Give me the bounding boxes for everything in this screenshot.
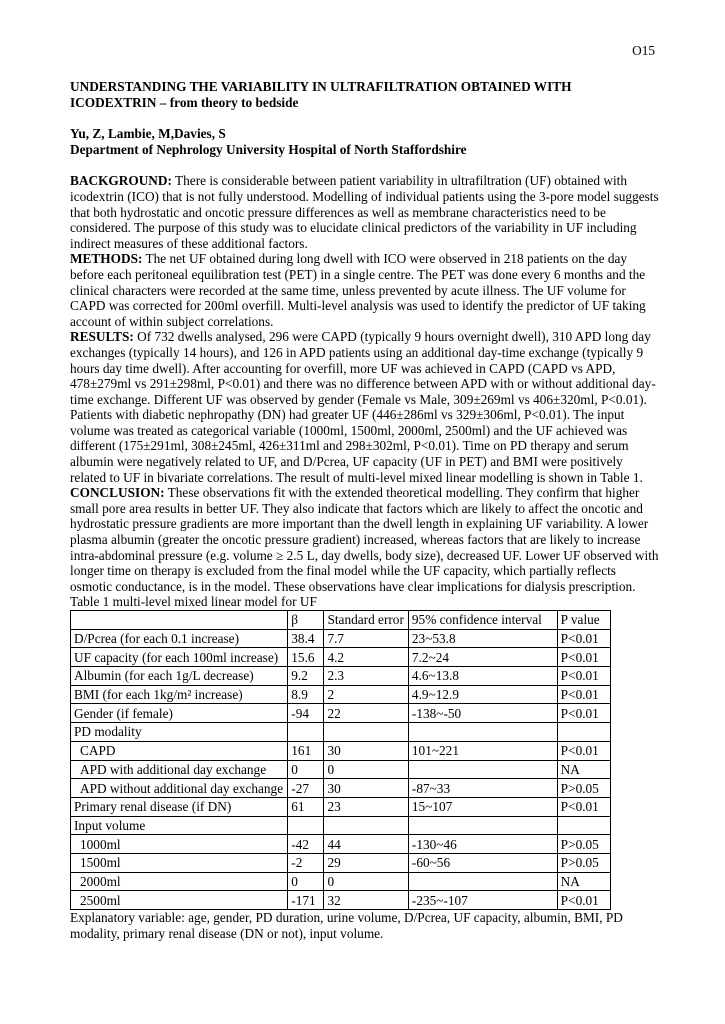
table-row	[71, 648, 611, 667]
beta-cell: -171	[288, 891, 324, 910]
title-line-1: UNDERSTANDING THE VARIABILITY IN ULTRAFILTRATION OBTAINED WITH	[70, 79, 572, 94]
conclusion-text: These observations fit with the extended theoretical modelling. They confirm that higher small pore area results in better UF. They also indicate that factors which are likely to affect the oncotic and hydrostatic pressure gradients are more important than the dwell length in explaining UF variability. A lower plasma albumin (greater the oncotic pressure gradient) increased, whereas factors that are likely to increase intra-abdominal pressure (e.g. volume ≥ 2.5 L, day dwells, body size), decreased UF. Lower UF observed with longer time on therapy is excluded from the final model while the UF capacity, which partially reflects osmotic conductance, is in the model. These observations have clear implications for dialysis prescription.	[70, 485, 659, 594]
header-cell-variable	[71, 611, 288, 630]
beta-cell: -94	[288, 704, 324, 723]
table-row	[71, 741, 611, 760]
table-row	[71, 779, 611, 798]
ci-cell: 15~107	[408, 797, 557, 816]
beta-cell: 38.4	[288, 629, 324, 648]
table-row	[71, 704, 611, 723]
ci-cell: 4.9~12.9	[408, 685, 557, 704]
ci-cell: -138~-50	[408, 704, 557, 723]
ci-cell: 4.6~13.8	[408, 667, 557, 686]
table-row	[71, 667, 611, 686]
ci-cell	[408, 872, 557, 891]
background-label: BACKGROUND:	[70, 173, 172, 189]
p-value-cell: P<0.01	[557, 704, 610, 723]
p-value-cell: P<0.01	[557, 667, 610, 686]
table-caption: Table 1 multi-level mixed linear model for UF	[70, 594, 317, 610]
title-line-2: ICODEXTRIN – from theory to bedside	[70, 94, 299, 110]
background-section	[70, 173, 660, 251]
table-row	[71, 629, 611, 648]
header-cell-ci: 95% confidence interval	[408, 611, 557, 630]
ci-cell: -60~56	[408, 853, 557, 872]
beta-cell: 61	[288, 797, 324, 816]
ci-cell: 101~221	[408, 741, 557, 760]
table-row	[71, 797, 611, 816]
row-label: BMI (for each 1kg/m² increase)	[71, 685, 288, 704]
beta-cell: -2	[288, 853, 324, 872]
table-header-row	[71, 611, 611, 630]
table-row	[71, 835, 611, 854]
row-label: 1000ml	[71, 835, 288, 854]
methods-label: METHODS:	[70, 251, 143, 267]
p-value-cell: P<0.01	[557, 685, 610, 704]
row-label: 2000ml	[71, 872, 288, 891]
results-text: Of 732 dwells analysed, 296 were CAPD (typically 9 hours overnight dwell), 310 APD long day exchanges (typically 14 hours), and 126 in APD patients using an additional day-time exchange (typically 9 hours day time dwell). After accounting for overfill, more UF was achieved in CAPD (CAPD vs APD, 478±279ml vs 291±298ml, P<0.01) and there was no difference between APD with or without additional day-time exchange. Different UF was observed by gender (Female vs Male, 309±269ml vs 406±320ml, P<0.01). Patients with diabetic nephropathy (DN) had greater UF (446±286ml vs 329±306ml, P<0.01). The input volume was treated as categorical variable (1000ml, 1500ml, 2000ml, 2500ml) and the UF achieved was different (175±291ml, 308±245ml, 426±311ml and 298±302ml, P<0.01). Time on PD therapy and serum albumin were negatively related to UF, and D/Pcrea, UF capacity (UF in PET) and BMI were positively related to UF in bivariate correlations. The result of multi-level mixed linear modelling is shown in Table 1.	[70, 329, 656, 485]
abstract-title	[70, 79, 660, 110]
se-cell: 23	[324, 797, 408, 816]
row-label: D/Pcrea (for each 0.1 increase)	[71, 629, 288, 648]
se-cell: 32	[324, 891, 408, 910]
se-cell: 22	[324, 704, 408, 723]
authors: Yu, Z, Lambie, M,Davies, S	[70, 126, 226, 142]
p-value-cell	[557, 816, 610, 835]
beta-cell: -42	[288, 835, 324, 854]
ci-cell: -130~46	[408, 835, 557, 854]
p-value-cell: P<0.01	[557, 797, 610, 816]
row-label: UF capacity (for each 100ml increase)	[71, 648, 288, 667]
p-value-cell: P>0.05	[557, 853, 610, 872]
table-row	[71, 891, 611, 910]
page-number: O15	[632, 43, 655, 58]
se-cell: 7.7	[324, 629, 408, 648]
se-cell: 0	[324, 872, 408, 891]
ci-cell	[408, 760, 557, 779]
table-row	[71, 816, 611, 835]
se-cell: 44	[324, 835, 408, 854]
table-row	[71, 760, 611, 779]
row-label: Primary renal disease (if DN)	[71, 797, 288, 816]
beta-cell: 0	[288, 872, 324, 891]
se-cell: 30	[324, 741, 408, 760]
p-value-cell: NA	[557, 872, 610, 891]
se-cell: 4.2	[324, 648, 408, 667]
row-label: CAPD	[71, 741, 288, 760]
p-value-cell	[557, 723, 610, 742]
beta-cell: 161	[288, 741, 324, 760]
background-text: There is considerable between patient variability in ultrafiltration (UF) obtained with icodextrin (ICO) that is not fully understood. Modelling of individual patients using the 3-pore model suggests that both hydrostatic and oncotic pressure differences as well as membrane characteristics need to be considered. The purpose of this study was to elucidate clinical predictors of the variability in UF including indirect measures of these additional factors.	[70, 173, 659, 251]
methods-section	[70, 251, 660, 329]
row-label: 1500ml	[71, 853, 288, 872]
results-section	[70, 329, 660, 485]
se-cell: 30	[324, 779, 408, 798]
p-value-cell: NA	[557, 760, 610, 779]
p-value-cell: P>0.05	[557, 779, 610, 798]
row-label: Input volume	[71, 816, 288, 835]
se-cell: 2.3	[324, 667, 408, 686]
header-cell-p: P value	[557, 611, 610, 630]
table-row	[71, 853, 611, 872]
row-label: APD with additional day exchange	[71, 760, 288, 779]
beta-cell: 8.9	[288, 685, 324, 704]
row-label: PD modality	[71, 723, 288, 742]
beta-cell	[288, 723, 324, 742]
table-body	[71, 629, 611, 909]
ci-cell: -87~33	[408, 779, 557, 798]
department: Department of Nephrology University Hospital of North Staffordshire	[70, 141, 467, 157]
p-value-cell: P<0.01	[557, 629, 610, 648]
beta-cell: 15.6	[288, 648, 324, 667]
table-footnote: Explanatory variable: age, gender, PD duration, urine volume, D/Pcrea, UF capacity, albumin, BMI, PD modality, primary renal disease (DN or not), input volume.	[70, 910, 623, 941]
se-cell: 29	[324, 853, 408, 872]
se-cell: 2	[324, 685, 408, 704]
methods-text: The net UF obtained during long dwell with ICO were observed in 218 patients on the day before each peritoneal equilibration test (PET) in a single centre. The PET was done every 6 months and the clinical characters were recorded at the same time, unless prevented by acute illness. The UF volume for CAPD was corrected for 200ml overfill. Multi-level analysis was used to identify the predictor of UF taking account of within subject correlations.	[70, 251, 646, 329]
ci-cell	[408, 723, 557, 742]
results-table	[70, 610, 611, 910]
p-value-cell: P<0.01	[557, 891, 610, 910]
p-value-cell: P<0.01	[557, 648, 610, 667]
p-value-cell: P>0.05	[557, 835, 610, 854]
beta-cell: -27	[288, 779, 324, 798]
se-cell	[324, 816, 408, 835]
conclusion-section	[70, 485, 660, 594]
se-cell	[324, 723, 408, 742]
row-label: 2500ml	[71, 891, 288, 910]
ci-cell: -235~-107	[408, 891, 557, 910]
row-label: Albumin (for each 1g/L decrease)	[71, 667, 288, 686]
beta-cell: 9.2	[288, 667, 324, 686]
table-row	[71, 723, 611, 742]
results-label: RESULTS:	[70, 329, 134, 345]
ci-cell	[408, 816, 557, 835]
se-cell: 0	[324, 760, 408, 779]
row-label: Gender (if female)	[71, 704, 288, 723]
abstract-body	[70, 79, 660, 941]
row-label: APD without additional day exchange	[71, 779, 288, 798]
header-cell-se: Standard error	[324, 611, 408, 630]
ci-cell: 7.2~24	[408, 648, 557, 667]
ci-cell: 23~53.8	[408, 629, 557, 648]
beta-cell: 0	[288, 760, 324, 779]
table-row	[71, 685, 611, 704]
p-value-cell: P<0.01	[557, 741, 610, 760]
conclusion-label: CONCLUSION:	[70, 485, 165, 501]
header-cell-beta: β	[288, 611, 324, 630]
table-row	[71, 872, 611, 891]
beta-cell	[288, 816, 324, 835]
